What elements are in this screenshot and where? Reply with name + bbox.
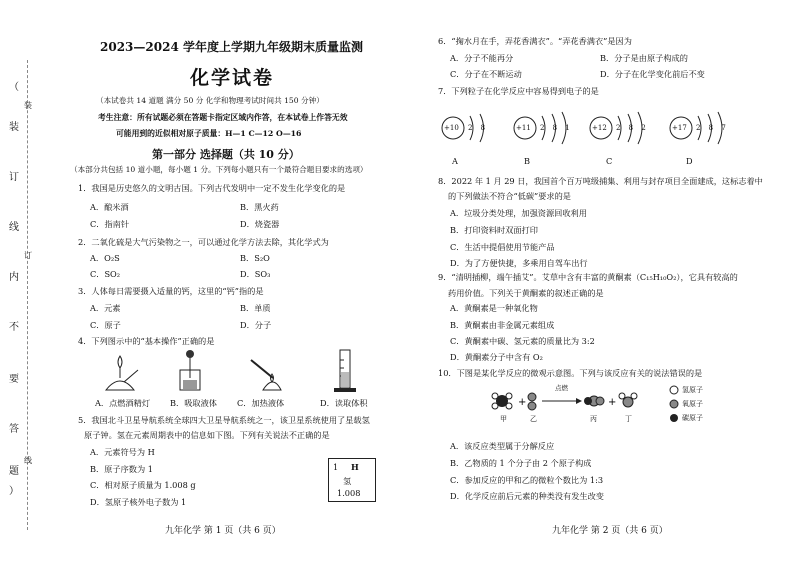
q10-stem: 10．下图是某化学反应的微观示意图。下列与该反应有关的说法错误的是 bbox=[438, 368, 703, 378]
q5-stem-line1: 5．我国北斗卫星导航系统全球四大卫星导航系统之一，该卫星系统使用了星载氢 bbox=[78, 415, 370, 425]
q3-option-d: D．分子 bbox=[240, 320, 272, 330]
q3-option-a: A．元素 bbox=[90, 303, 121, 313]
nucleus-charge: +12 bbox=[592, 124, 607, 132]
q2-option-c: C．SO₂ bbox=[90, 269, 121, 279]
atom-diagram-d bbox=[668, 108, 743, 166]
q6-option-c: C．分子在不断运动 bbox=[450, 69, 522, 79]
q1-stem: 1．我国是历史悠久的文明古国。下列古代发明中一定不发生化学变化的是 bbox=[78, 183, 346, 193]
reactant-label-jia: 甲 bbox=[500, 415, 507, 423]
atomic-number: 1 bbox=[333, 462, 339, 472]
q3-option-c: C．原子 bbox=[90, 320, 121, 330]
q8-stem-line2: 的下列做法不符合“低碳”要求的是 bbox=[448, 191, 571, 201]
part-description: （本部分共包括 10 道小题，每小题 1 分。下列每小题只有一个最符合题目要求的选项） bbox=[70, 165, 368, 174]
legend-oxygen: 氧原子 bbox=[682, 400, 703, 408]
q4-option-d: D．读取体积 bbox=[320, 398, 368, 408]
measuring-cylinder-icon bbox=[330, 346, 360, 394]
notice-text: 考生注意：所有试题必须在答题卡指定区域内作答，在本试卷上作答无效 bbox=[98, 113, 348, 122]
reaction-diagram bbox=[490, 383, 660, 417]
electron-shells: 2 8 2 bbox=[616, 124, 649, 132]
q4-option-c: C．加热液体 bbox=[237, 398, 285, 408]
binding-inner-char: 装 bbox=[24, 101, 32, 110]
reaction-condition: 点燃 bbox=[555, 384, 568, 392]
part-title: 第一部分 选择题（共 10 分） bbox=[152, 148, 300, 161]
binding-inner-char: 订 bbox=[24, 251, 32, 260]
exam-info: （本试卷共 14 道题 满分 50 分 化学和物理考试时间共 150 分钟） bbox=[96, 96, 324, 105]
q4-option-b: B．吸取液体 bbox=[170, 398, 217, 408]
binding-char: （ bbox=[9, 82, 19, 93]
q1-option-d: D．烧瓷器 bbox=[240, 219, 280, 229]
q4-stem: 4．下列图示中的“基本操作”正确的是 bbox=[78, 336, 215, 346]
legend-hydrogen: 氢原子 bbox=[682, 386, 703, 394]
svg-text:+: + bbox=[518, 397, 527, 408]
svg-text:+: + bbox=[608, 397, 617, 408]
page-footer-left: 九年化学 第 1 页（共 6 页） bbox=[165, 526, 281, 536]
q5-option-a: A．元素符号为 H bbox=[90, 447, 155, 457]
nucleus-charge: +17 bbox=[672, 124, 687, 132]
q2-option-d: D．SO₃ bbox=[240, 269, 271, 279]
binding-char: 订 bbox=[9, 172, 19, 183]
q6-option-b: B．分子是由原子构成的 bbox=[600, 53, 688, 63]
q9-stem-line2: 药用价值。下列关于黄酮素的叙述正确的是 bbox=[448, 288, 604, 298]
atom-diagram-c bbox=[588, 108, 663, 166]
q4-option-a: A．点燃酒精灯 bbox=[95, 398, 151, 408]
q10-option-a: A．该反应类型属于分解反应 bbox=[450, 441, 555, 451]
q2-option-b: B．S₂O bbox=[240, 253, 270, 263]
q8-stem-line1: 8．2022 年 1 月 29 日，我国首个百万吨级捕集、利用与封存项目全面建成，这标志着中 bbox=[438, 176, 763, 186]
atom-diagram-a bbox=[440, 108, 515, 166]
q5-stem-line2: 原子钟。氢在元素周期表中的信息如下图。下列有关说法不正确的是 bbox=[84, 430, 330, 440]
q8-option-a: A．垃圾分类处理，加强资源回收利用 bbox=[450, 208, 587, 218]
option-label: B bbox=[524, 156, 531, 166]
q1-option-b: B．黑火药 bbox=[240, 202, 279, 212]
q3-option-b: B．单质 bbox=[240, 303, 271, 313]
electron-shells: 2 8 7 bbox=[696, 124, 729, 132]
q10-option-b: B．乙物质的 1 个分子由 2 个原子构成 bbox=[450, 458, 592, 468]
product-label-bing: 丙 bbox=[590, 415, 597, 423]
q6-option-a: A．分子不能再分 bbox=[450, 53, 514, 63]
binding-char: 要 bbox=[9, 374, 19, 385]
binding-char: 答 bbox=[9, 424, 19, 435]
q6-option-d: D．分子在化学变化前后不变 bbox=[600, 69, 705, 79]
nucleus-charge: +10 bbox=[444, 124, 459, 132]
q8-option-d: D．为了方便快捷，多乘用自驾车出行 bbox=[450, 258, 588, 268]
q5-option-c: C．相对原子质量为 1.008 g bbox=[90, 480, 196, 490]
exam-subject: 化学试卷 bbox=[190, 67, 275, 89]
exam-title: 2023—2024 学年度上学期九年级期末质量监测 bbox=[100, 40, 363, 54]
q8-option-c: C．生活中提倡使用节能产品 bbox=[450, 242, 555, 252]
nucleus-charge: +11 bbox=[516, 124, 531, 132]
q9-option-c: C．黄酮素中碳、氢元素的质量比为 3:2 bbox=[450, 336, 595, 346]
option-label: C bbox=[606, 156, 613, 166]
binding-char: 线 bbox=[9, 222, 19, 233]
option-label: A bbox=[452, 156, 458, 166]
q1-option-a: A．酿米酒 bbox=[90, 202, 129, 212]
element-symbol: H bbox=[351, 462, 359, 472]
page-footer-right: 九年化学 第 2 页（共 6 页） bbox=[552, 526, 668, 536]
q10-option-d: D．化学反应前后元素的种类没有发生改变 bbox=[450, 491, 604, 501]
q2-option-a: A．O₂S bbox=[90, 253, 120, 263]
q5-option-d: D．氢原子核外电子数为 1 bbox=[90, 497, 187, 507]
product-label-ding: 丁 bbox=[625, 415, 632, 423]
q8-option-b: B．打印资料时双面打印 bbox=[450, 225, 538, 235]
q2-stem: 2．二氧化硫是大气污染物之一，可以通过化学方法去除，其化学式为 bbox=[78, 237, 329, 247]
q7-stem: 7．下列粒子在化学反应中容易得到电子的是 bbox=[438, 86, 599, 96]
binding-inner-char: 线 bbox=[24, 456, 32, 465]
atomic-mass: 1.008 bbox=[337, 488, 361, 498]
binding-char: 不 bbox=[9, 322, 19, 333]
periodic-table-cell bbox=[328, 458, 376, 502]
alcohol-lamp-icon bbox=[100, 352, 140, 394]
heating-test-tube-icon bbox=[245, 350, 285, 394]
atom-diagram-b bbox=[512, 108, 587, 166]
legend-atom-icons bbox=[668, 384, 680, 428]
atomic-mass-note: 可能用到的近似相对原子质量：H—1 C—12 O—16 bbox=[116, 129, 302, 138]
dropper-bottle-icon bbox=[175, 348, 205, 394]
q3-stem: 3．人体每日需要摄入适量的钙，这里的“钙”指的是 bbox=[78, 286, 264, 296]
binding-char: 题 bbox=[9, 466, 19, 477]
q5-option-b: B．原子序数为 1 bbox=[90, 464, 153, 474]
q6-stem: 6．“掬水月在手，弄花香满衣”。“弄花香满衣”是因为 bbox=[438, 36, 632, 46]
reactant-label-yi: 乙 bbox=[530, 415, 537, 423]
binding-char: 装 bbox=[9, 122, 19, 133]
binding-char: ） bbox=[9, 486, 19, 497]
electron-shells: 2 8 bbox=[468, 124, 489, 132]
q9-option-d: D．黄酮素分子中含有 O₂ bbox=[450, 352, 543, 362]
option-label: D bbox=[686, 156, 693, 166]
q10-option-c: C．参加反应的甲和乙的微粒个数比为 1:3 bbox=[450, 475, 604, 485]
binding-char: 内 bbox=[9, 272, 19, 283]
legend-carbon: 碳原子 bbox=[682, 414, 703, 422]
electron-shells: 2 8 1 bbox=[540, 124, 573, 132]
element-name: 氢 bbox=[343, 476, 352, 486]
q9-stem-line1: 9．“清明插柳，端午插艾”。艾草中含有丰富的黄酮素（C₁₅H₁₀O₂），它具有较高的 bbox=[438, 272, 738, 282]
q9-option-a: A．黄酮素是一种氧化物 bbox=[450, 303, 538, 313]
q9-option-b: B．黄酮素由非金属元素组成 bbox=[450, 320, 555, 330]
q1-option-c: C．指南针 bbox=[90, 219, 130, 229]
